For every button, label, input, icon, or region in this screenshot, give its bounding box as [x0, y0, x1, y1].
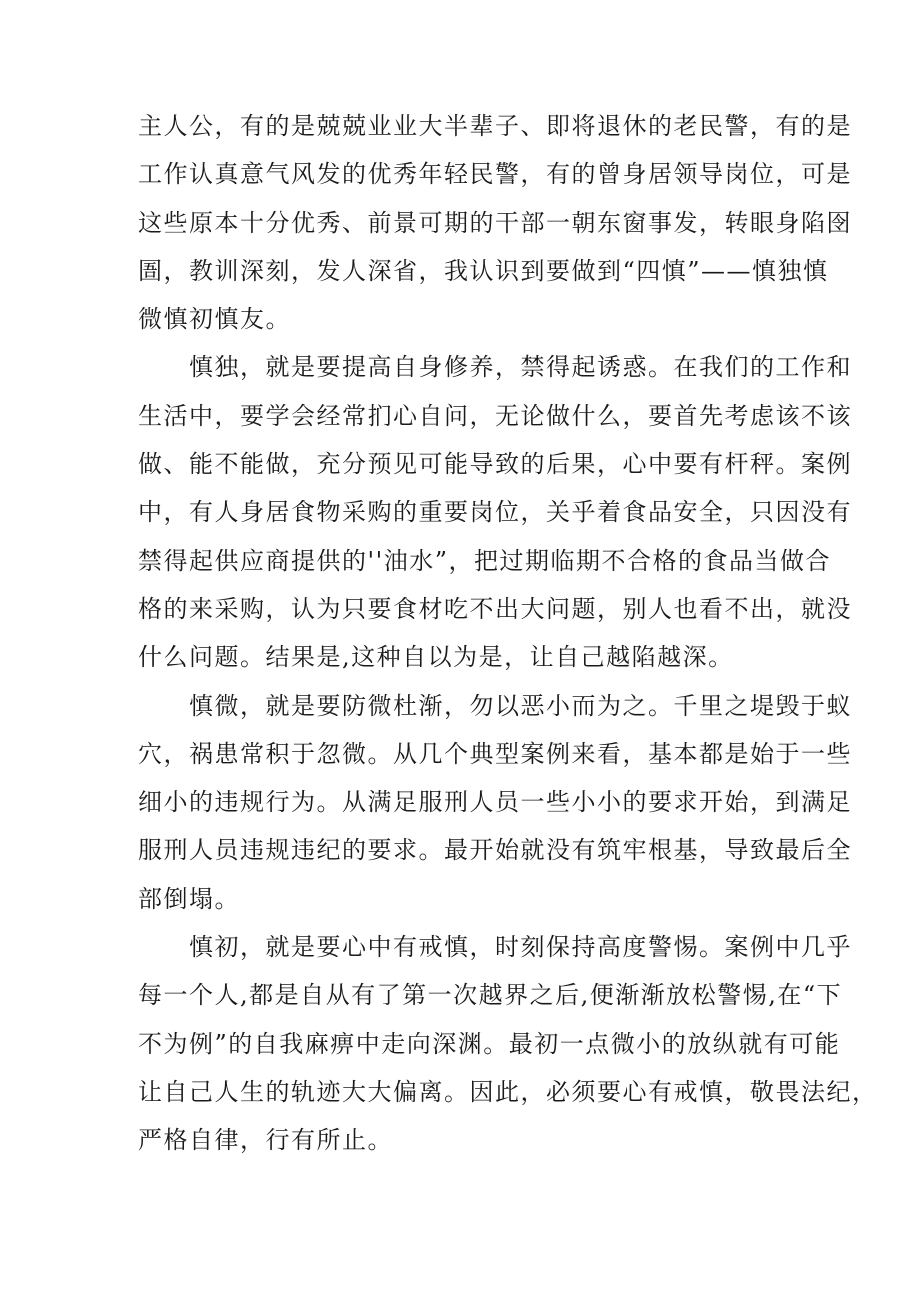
text-line: 慎初，就是要心中有戒慎，时刻保持高度警惕。案例中几乎 — [138, 933, 852, 962]
text-line: 生活中，要学会经常扪心自问，无论做什么，要首先考虑该不该 — [138, 401, 852, 430]
text-line: 这些原本十分优秀、前景可期的干部一朝东窗事发，转眼身陷囹 — [138, 208, 852, 237]
text-line: 圄，教训深刻，发人深省，我认识到要做到“四慎”——慎独慎 — [138, 256, 829, 285]
text-line: 部倒塌。 — [138, 884, 240, 913]
text-line: 主人公，有的是兢兢业业大半辈子、即将退休的老民警，有的是 — [138, 112, 852, 140]
text-line: 让自己人生的轨迹大大偏离。因此，必须要心有戒慎，敬畏法纪， — [138, 1077, 878, 1106]
text-line: 格的来采购，认为只要食材吃不出大问题，别人也看不出，就没 — [138, 594, 852, 623]
text-line: 做、能不能做，充分预见可能导致的后果，心中要有杆秤。案例 — [138, 450, 852, 479]
text-line: 工作认真意气风发的优秀年轻民警，有的曾身居领导岗位，可是 — [138, 160, 852, 189]
text-line: 穴，祸患常积于忽微。从几个典型案例来看，基本都是始于一些 — [138, 739, 852, 768]
text-line: 服刑人员违规违纪的要求。最开始就没有筑牢根基，导致最后全 — [138, 836, 852, 865]
text-line: 中，有人身居食物采购的重要岗位，关乎着食品安全，只因没有 — [138, 498, 852, 527]
text-line: 不为例”的自我麻痹中走向深渊。最初一点微小的放纵就有可能 — [138, 1029, 841, 1058]
text-line: 慎独，就是要提高自身修养，禁得起诱惑。在我们的工作和 — [138, 353, 852, 382]
text-line: 微慎初慎友。 — [138, 305, 291, 334]
text-line: 禁得起供应商提供的''油水”，把过期临期不合格的食品当做合 — [138, 546, 831, 575]
document-body — [138, 102, 878, 1165]
text-line: 什么问题。结果是,这种自以为是，让自己越陷越深。 — [138, 643, 734, 672]
text-line: 慎微，就是要防微杜渐，勿以恶小而为之。千里之堤毁于蚁 — [138, 691, 852, 720]
text-line: 细小的违规行为。从满足服刑人员一些小小的要求开始，到满足 — [138, 788, 852, 817]
text-line: 严格自律，行有所止。 — [138, 1126, 393, 1155]
text-line: 每一个人,都是自从有了第一次越界之后,便渐渐放松警惕,在“下 — [138, 981, 843, 1010]
